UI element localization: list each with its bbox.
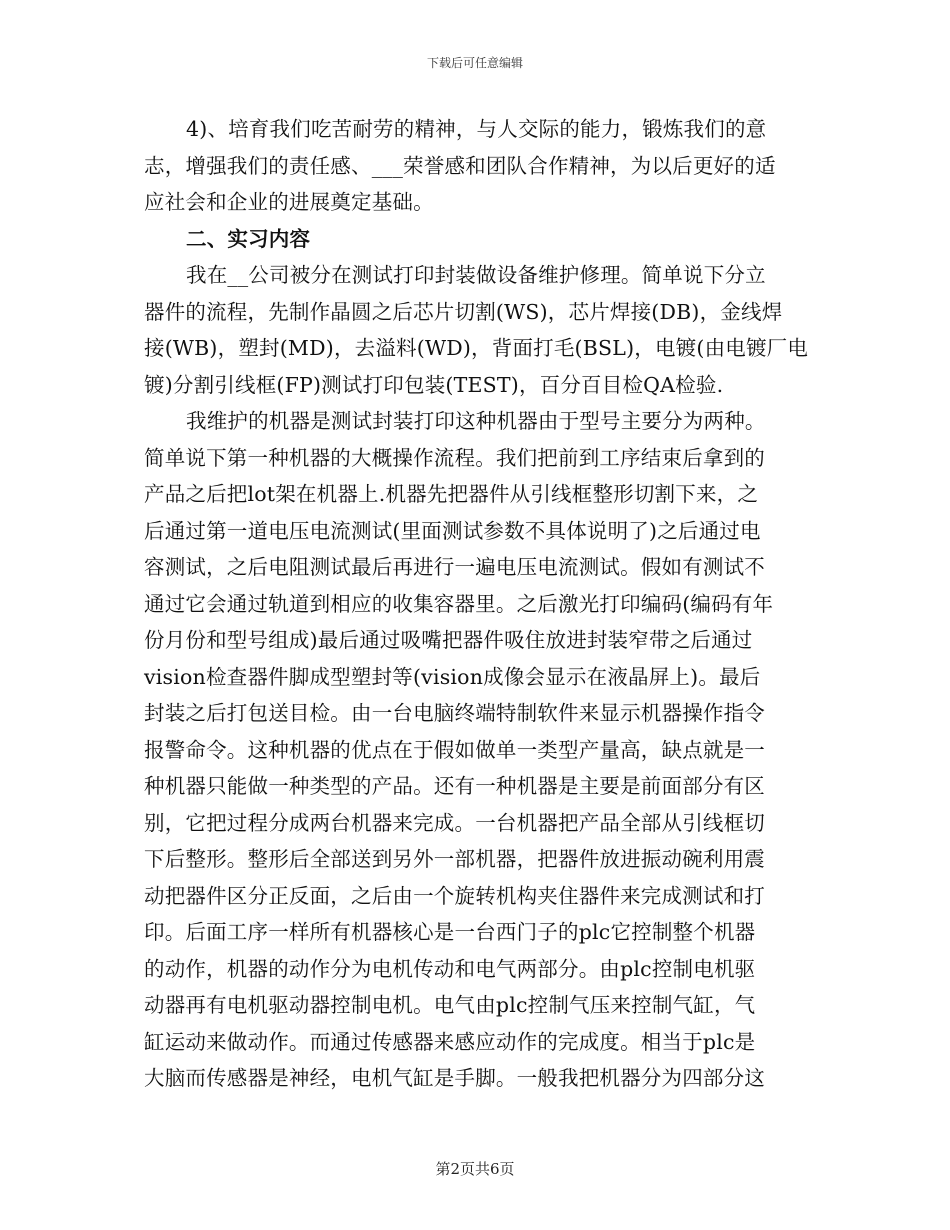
paragraph-line: 封装之后打包送目检。由一台电脑终端特制软件来显示机器操作指令	[144, 701, 765, 725]
paragraph-line: 印。后面工序一样所有机器核心是一台西门子的plc它控制整个机器	[144, 920, 756, 944]
paragraph-line: 应社会和企业的进展奠定基础。	[144, 190, 434, 214]
paragraph-line: 缸运动来做动作。而通过传感器来感应动作的完成度。相当于plc是	[144, 1029, 756, 1054]
paragraph-line: 器件的流程，先制作晶圆之后芯片切割(WS)，芯片焊接(DB)，金线焊	[144, 299, 783, 324]
paragraph-line: 简单说下第一种机器的大概操作流程。我们把前到工序结束后拿到的	[144, 445, 765, 470]
paragraph-line: vision检查器件脚成型塑封等(vision成像会显示在液晶屏上)。最后	[144, 664, 761, 689]
paragraph-line: 动把器件区分正反面，之后由一个旋转机构夹住器件来完成测试和打	[144, 883, 765, 908]
paragraph-line: 志，增强我们的责任感、___荣誉感和团队合作精神，为以后更好的适	[144, 153, 776, 178]
paragraph-line: 我在__公司被分在测试打印封装做设备维护修理。简单说下分立	[186, 263, 766, 287]
paragraph-line: 大脑而传感器是神经，电机气缸是手脚。一般我把机器分为四部分这	[144, 1066, 765, 1090]
paragraph-line: 后通过第一道电压电流测试(里面测试参数不具体说明了)之后通过电	[144, 518, 761, 543]
paragraph-line: 容测试，之后电阻测试最后再进行一遍电压电流测试。假如有测试不	[144, 555, 765, 579]
document-body	[144, 111, 809, 1097]
paragraph-line: 报警命令。这种机器的优点在于假如做单一类型产量高，缺点就是一	[144, 737, 765, 762]
paragraph-line: 4)、培育我们吃苦耐劳的精神，与人交际的能力，锻炼我们的意	[186, 117, 767, 141]
paragraph-line: 别，它把过程分成两台机器来完成。一台机器把产品全部从引线框切	[144, 810, 765, 835]
paragraph-line: 种机器只能做一种类型的产品。还有一种机器是主要是前面部分有区	[144, 774, 765, 798]
paragraph-line: 我维护的机器是测试封装打印这种机器由于型号主要分为两种。	[186, 409, 766, 433]
paragraph-line: 镀)分割引线框(FP)测试打印包装(TEST)，百分百目检QA检验.	[144, 372, 724, 397]
paragraph-line: 下后整形。整形后全部送到另外一部机器，把器件放进振动碗利用震	[144, 847, 765, 871]
paragraph-line: 动器再有电机驱动器控制电机。电气由plc控制气压来控制气缸，气	[144, 993, 756, 1017]
page-header: 下载后可任意编辑	[426, 56, 523, 70]
section-heading: 二、实习内容	[186, 226, 311, 251]
paragraph-line: 产品之后把lot架在机器上.机器先把器件从引线框整形切割下来，之	[144, 482, 759, 506]
paragraph-line: 通过它会通过轨道到相应的收集容器里。之后激光打印编码(编码有年	[144, 591, 774, 616]
paragraph-line: 的动作，机器的动作分为电机传动和电气两部分。由plc控制电机驱	[144, 956, 756, 981]
paragraph-line: 接(WB)，塑封(MD)，去溢料(WD)，背面打毛(BSL)，电镀(由电镀厂电	[144, 336, 809, 360]
page-footer: 第2页共6页	[435, 1160, 515, 1178]
paragraph-line: 份月份和型号组成)最后通过吸嘴把器件吸住放进封装窄带之后通过	[144, 628, 753, 652]
